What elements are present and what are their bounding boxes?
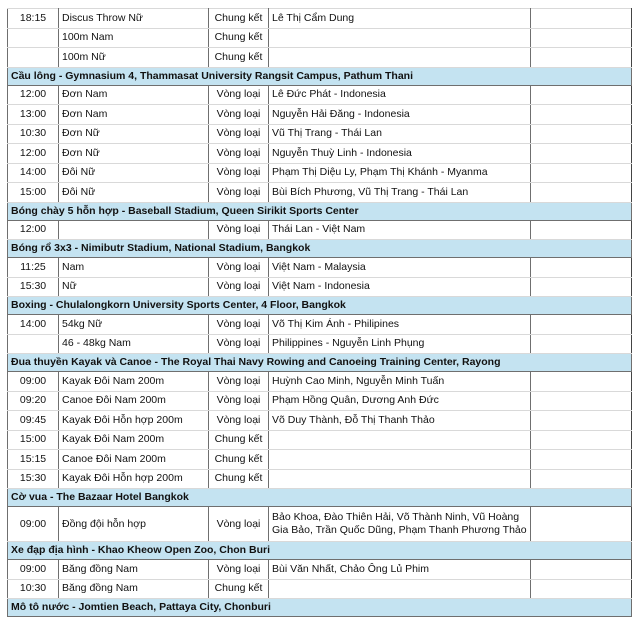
section-title: Mô tô nước - Jomtien Beach, Pattaya City, Chonburi	[8, 599, 632, 617]
time-cell: 15:00	[8, 183, 59, 203]
athletes-cell	[269, 469, 531, 489]
event-cell: 54kg Nữ	[59, 315, 209, 335]
extra-cell	[531, 277, 632, 297]
schedule-sheet	[7, 8, 631, 617]
time-cell: 09:45	[8, 411, 59, 431]
event-cell: Nữ	[59, 277, 209, 297]
extra-cell	[531, 391, 632, 411]
athletes-cell: Philippines - Nguyễn Linh Phụng	[269, 334, 531, 354]
extra-cell	[531, 579, 632, 599]
time-cell	[8, 28, 59, 48]
athletes-cell	[269, 28, 531, 48]
time-cell: 09:00	[8, 507, 59, 542]
extra-cell	[531, 372, 632, 392]
round-cell: Vòng loại	[209, 144, 269, 164]
round-cell: Vòng loại	[209, 372, 269, 392]
table-row	[8, 560, 632, 580]
table-row	[8, 372, 632, 392]
event-cell: 100m Nữ	[59, 48, 209, 68]
event-cell: Canoe Đôi Nam 200m	[59, 450, 209, 470]
extra-cell	[531, 450, 632, 470]
table-row	[8, 9, 632, 29]
section-header-row	[8, 240, 632, 258]
athletes-cell: Lê Đức Phát - Indonesia	[269, 85, 531, 105]
round-cell: Vòng loại	[209, 258, 269, 278]
table-row	[8, 105, 632, 125]
athletes-cell	[269, 430, 531, 450]
event-cell: 46 - 48kg Nam	[59, 334, 209, 354]
event-cell: Đơn Nam	[59, 105, 209, 125]
extra-cell	[531, 183, 632, 203]
event-cell: Đơn Nữ	[59, 124, 209, 144]
table-row	[8, 258, 632, 278]
table-row	[8, 48, 632, 68]
round-cell: Vòng loại	[209, 507, 269, 542]
event-cell: Canoe Đôi Nam 200m	[59, 391, 209, 411]
table-row	[8, 85, 632, 105]
round-cell: Vòng loại	[209, 124, 269, 144]
round-cell: Chung kết	[209, 9, 269, 29]
extra-cell	[531, 220, 632, 240]
athletes-cell: Bảo Khoa, Đào Thiên Hải, Võ Thành Ninh, Vũ Hoàng Gia Bảo, Trần Quốc Dũng, Phạm Thanh Phương Thảo	[269, 507, 531, 542]
athletes-cell: Vũ Thị Trang - Thái Lan	[269, 124, 531, 144]
extra-cell	[531, 9, 632, 29]
extra-cell	[531, 430, 632, 450]
event-cell: Đơn Nữ	[59, 144, 209, 164]
extra-cell	[531, 469, 632, 489]
table-row	[8, 507, 632, 542]
extra-cell	[531, 48, 632, 68]
section-title: Bóng rổ 3x3 - Nimibutr Stadium, National Stadium, Bangkok	[8, 240, 632, 258]
table-row	[8, 28, 632, 48]
table-row	[8, 315, 632, 335]
athletes-cell: Phạm Thị Diệu Ly, Phạm Thị Khánh - Myanma	[269, 163, 531, 183]
athletes-cell: Thái Lan - Việt Nam	[269, 220, 531, 240]
section-title: Bóng chày 5 hỗn hợp - Baseball Stadium, Queen Sirikit Sports Center	[8, 202, 632, 220]
time-cell	[8, 334, 59, 354]
section-header-row	[8, 67, 632, 85]
round-cell: Vòng loại	[209, 560, 269, 580]
section-title: Đua thuyền Kayak và Canoe - The Royal Thai Navy Rowing and Canoeing Training Center, Rayong	[8, 354, 632, 372]
event-cell: Đôi Nữ	[59, 183, 209, 203]
table-row	[8, 183, 632, 203]
time-cell: 15:00	[8, 430, 59, 450]
round-cell: Vòng loại	[209, 163, 269, 183]
table-row	[8, 391, 632, 411]
section-header-row	[8, 354, 632, 372]
table-row	[8, 579, 632, 599]
athletes-cell: Lê Thị Cẩm Dung	[269, 9, 531, 29]
section-header-row	[8, 542, 632, 560]
event-cell: Đồng đội hỗn hợp	[59, 507, 209, 542]
extra-cell	[531, 507, 632, 542]
round-cell: Chung kết	[209, 579, 269, 599]
extra-cell	[531, 411, 632, 431]
round-cell: Vòng loại	[209, 183, 269, 203]
extra-cell	[531, 144, 632, 164]
athletes-cell: Huỳnh Cao Minh, Nguyễn Minh Tuấn	[269, 372, 531, 392]
extra-cell	[531, 105, 632, 125]
table-row	[8, 469, 632, 489]
time-cell: 10:30	[8, 124, 59, 144]
round-cell: Chung kết	[209, 450, 269, 470]
time-cell: 13:00	[8, 105, 59, 125]
athletes-cell: Nguyễn Thuỳ Linh - Indonesia	[269, 144, 531, 164]
round-cell: Vòng loại	[209, 85, 269, 105]
table-row	[8, 124, 632, 144]
athletes-cell: Bùi Bích Phương, Vũ Thị Trang - Thái Lan	[269, 183, 531, 203]
time-cell: 15:30	[8, 469, 59, 489]
athletes-cell: Võ Duy Thành, Đỗ Thị Thanh Thảo	[269, 411, 531, 431]
section-header-row	[8, 489, 632, 507]
round-cell: Chung kết	[209, 28, 269, 48]
time-cell: 15:30	[8, 277, 59, 297]
section-header-row	[8, 297, 632, 315]
athletes-cell: Phạm Hồng Quân, Dương Anh Đức	[269, 391, 531, 411]
extra-cell	[531, 560, 632, 580]
event-cell: Băng đồng Nam	[59, 579, 209, 599]
event-cell	[59, 220, 209, 240]
time-cell: 14:00	[8, 315, 59, 335]
table-row	[8, 144, 632, 164]
time-cell: 11:25	[8, 258, 59, 278]
round-cell: Vòng loại	[209, 105, 269, 125]
event-cell: Kayak Đôi Hỗn hợp 200m	[59, 411, 209, 431]
athletes-cell: Võ Thị Kim Ánh - Philipines	[269, 315, 531, 335]
athletes-cell: Nguyễn Hải Đăng - Indonesia	[269, 105, 531, 125]
table-row	[8, 220, 632, 240]
athletes-cell	[269, 48, 531, 68]
round-cell: Vòng loại	[209, 315, 269, 335]
extra-cell	[531, 85, 632, 105]
round-cell: Chung kết	[209, 430, 269, 450]
event-cell: Nam	[59, 258, 209, 278]
event-cell: Kayak Đôi Nam 200m	[59, 430, 209, 450]
section-header-row	[8, 599, 632, 617]
athletes-cell	[269, 450, 531, 470]
schedule-table	[7, 8, 632, 617]
time-cell: 12:00	[8, 220, 59, 240]
table-row	[8, 430, 632, 450]
table-row	[8, 163, 632, 183]
section-title: Boxing - Chulalongkorn University Sports Center, 4 Floor, Bangkok	[8, 297, 632, 315]
event-cell: Băng đồng Nam	[59, 560, 209, 580]
athletes-cell: Việt Nam - Malaysia	[269, 258, 531, 278]
extra-cell	[531, 163, 632, 183]
event-cell: Đơn Nam	[59, 85, 209, 105]
time-cell: 10:30	[8, 579, 59, 599]
extra-cell	[531, 28, 632, 48]
round-cell: Vòng loại	[209, 411, 269, 431]
extra-cell	[531, 315, 632, 335]
time-cell: 15:15	[8, 450, 59, 470]
table-row	[8, 334, 632, 354]
event-cell: Kayak Đôi Nam 200m	[59, 372, 209, 392]
event-cell: Kayak Đôi Hỗn hợp 200m	[59, 469, 209, 489]
time-cell: 14:00	[8, 163, 59, 183]
event-cell: 100m Nam	[59, 28, 209, 48]
round-cell: Vòng loại	[209, 220, 269, 240]
round-cell: Vòng loại	[209, 391, 269, 411]
round-cell: Vòng loại	[209, 334, 269, 354]
time-cell: 09:00	[8, 560, 59, 580]
time-cell: 09:00	[8, 372, 59, 392]
athletes-cell	[269, 579, 531, 599]
table-row	[8, 450, 632, 470]
round-cell: Chung kết	[209, 48, 269, 68]
extra-cell	[531, 258, 632, 278]
schedule-body	[8, 9, 632, 617]
section-title: Xe đạp địa hình - Khao Kheow Open Zoo, Chon Buri	[8, 542, 632, 560]
extra-cell	[531, 124, 632, 144]
section-header-row	[8, 202, 632, 220]
athletes-cell: Việt Nam - Indonesia	[269, 277, 531, 297]
event-cell: Đôi Nữ	[59, 163, 209, 183]
section-title: Cầu lông - Gymnasium 4, Thammasat University Rangsit Campus, Pathum Thani	[8, 67, 632, 85]
time-cell: 12:00	[8, 85, 59, 105]
round-cell: Vòng loại	[209, 277, 269, 297]
section-title: Cờ vua - The Bazaar Hotel Bangkok	[8, 489, 632, 507]
time-cell: 12:00	[8, 144, 59, 164]
round-cell: Chung kết	[209, 469, 269, 489]
time-cell	[8, 48, 59, 68]
table-row	[8, 411, 632, 431]
time-cell: 09:20	[8, 391, 59, 411]
extra-cell	[531, 334, 632, 354]
event-cell: Discus Throw Nữ	[59, 9, 209, 29]
time-cell: 18:15	[8, 9, 59, 29]
athletes-cell: Bùi Văn Nhất, Chảo Ông Lủ Phim	[269, 560, 531, 580]
table-row	[8, 277, 632, 297]
